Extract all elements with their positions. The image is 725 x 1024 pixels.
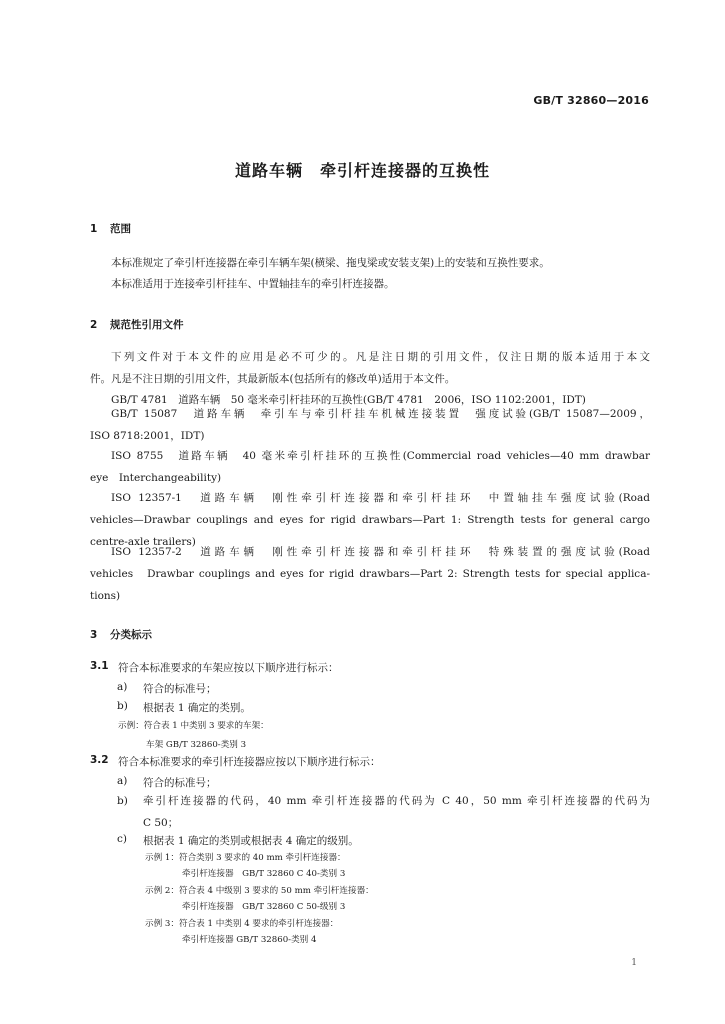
list-marker: a) xyxy=(117,681,128,693)
section-number: 2 xyxy=(90,319,98,331)
example-designation: 牵引杆连接器 GB/T 32860 C 40-类别 3 xyxy=(182,869,346,879)
page-number: 1 xyxy=(631,958,637,968)
list-marker: c) xyxy=(117,833,127,845)
list-item-text: 根据表 1 确定的类别或根据表 4 确定的级别。 xyxy=(143,835,359,847)
clause-3-2-number: 3.2 xyxy=(90,754,109,766)
scope-paragraph-2: 本标准适用于连接牵引杆挂车、中置轴挂车的牵引杆连接器。 xyxy=(111,278,395,290)
text-line: vehicles Drawbar couplings and eyes for rigid drawbars—Part 2: Strength tests for special applica- xyxy=(90,568,650,580)
section-number: 1 xyxy=(90,223,98,235)
section-title: 规范性引用文件 xyxy=(110,319,184,331)
text-line: eye Interchangeability) xyxy=(90,472,222,484)
text-line: C 50； xyxy=(143,817,179,829)
list-item-text: 符合的标准号； xyxy=(143,777,217,789)
text-line: centre-axle trailers) xyxy=(90,536,196,548)
scope-paragraph-1: 本标准规定了牵引杆连接器在牵引车辆车架(横梁、拖曳梁或安装支架)上的安装和互换性要求。 xyxy=(111,257,550,269)
example-caption: 示例 1：符合类别 3 要求的 40 mm 牵引杆连接器： xyxy=(145,853,346,863)
text-line: 件。凡是不注日期的引用文件，其最新版本(包括所有的修改单)适用于本文件。 xyxy=(90,373,456,385)
text-line: ISO 12357-1 道路车辆 刚性牵引杆连接器和牵引杆挂环 中置轴挂车强度试验(Road xyxy=(111,492,650,504)
references-intro xyxy=(90,346,650,390)
list-item-text: 符合的标准号； xyxy=(143,683,217,695)
text-line: ISO 12357-2 道路车辆 刚性牵引杆连接器和牵引杆挂环 特殊装置的强度试验(Road xyxy=(111,546,650,558)
standard-code: GB/T 32860—2016 xyxy=(533,94,649,107)
example-designation: 牵引杆连接器 GB/T 32860 C 50-级别 3 xyxy=(182,902,346,912)
example-caption: 示例：符合表 1 中类别 3 要求的车架： xyxy=(118,721,269,731)
text-line: ISO 8755 道路车辆 40 毫米牵引杆挂环的互换性(Commercial road vehicles—40 mm drawbar xyxy=(111,450,650,462)
text-line: vehicles—Drawbar couplings and eyes for rigid drawbars—Part 1: Strength tests for general cargo xyxy=(90,514,650,526)
section-2-heading xyxy=(90,317,184,332)
example-designation: 牵引杆连接器 GB/T 32860-类别 4 xyxy=(182,935,317,945)
clause-3-1-number: 3.1 xyxy=(90,660,109,672)
text-line: GB/T 15087 道路车辆 牵引车与牵引杆挂车机械连接装置 强度试验(GB/T 15087—2009， xyxy=(111,408,650,420)
clause-3-1-text: 符合本标准要求的车架应按以下顺序进行标示： xyxy=(118,662,339,674)
example-caption: 示例 3：符合表 1 中类别 4 要求的牵引杆连接器： xyxy=(145,919,339,929)
reference-gbt4781: GB/T 4781 道路车辆 50 毫米牵引杆挂环的互换性(GB/T 4781 2006，ISO 1102:2001，IDT) xyxy=(111,394,586,406)
list-item-text xyxy=(143,790,650,834)
text-line: 下列文件对于本文件的应用是必不可少的。凡是注日期的引用文件，仅注日期的版本适用于本文 xyxy=(111,351,650,363)
reference-iso12357-2 xyxy=(90,541,650,607)
list-marker: b) xyxy=(117,700,128,712)
example-designation: 车架 GB/T 32860-类别 3 xyxy=(146,740,247,750)
section-number: 3 xyxy=(90,629,98,641)
reference-gbt15087 xyxy=(90,403,650,447)
text-line: tions) xyxy=(90,590,121,602)
list-item-text: 根据表 1 确定的类别。 xyxy=(143,702,251,714)
section-title: 分类标示 xyxy=(110,629,152,641)
reference-iso8755 xyxy=(90,445,650,489)
section-1-heading xyxy=(90,221,131,236)
example-caption: 示例 2：符合表 4 中级别 3 要求的 50 mm 牵引杆连接器： xyxy=(145,886,374,896)
section-3-heading xyxy=(90,627,152,642)
list-marker: b) xyxy=(117,795,128,807)
page-title: 道路车辆 牵引杆连接器的互换性 xyxy=(234,161,490,180)
section-title: 范围 xyxy=(110,223,131,235)
text-line: ISO 8718:2001，IDT) xyxy=(90,430,205,442)
text-line: 牵引杆连接器的代码，40 mm 牵引杆连接器的代码为 C 40，50 mm 牵引杆连接器的代码为 xyxy=(143,795,650,807)
list-marker: a) xyxy=(117,775,128,787)
clause-3-2-text: 符合本标准要求的牵引杆连接器应按以下顺序进行标示： xyxy=(118,756,381,768)
